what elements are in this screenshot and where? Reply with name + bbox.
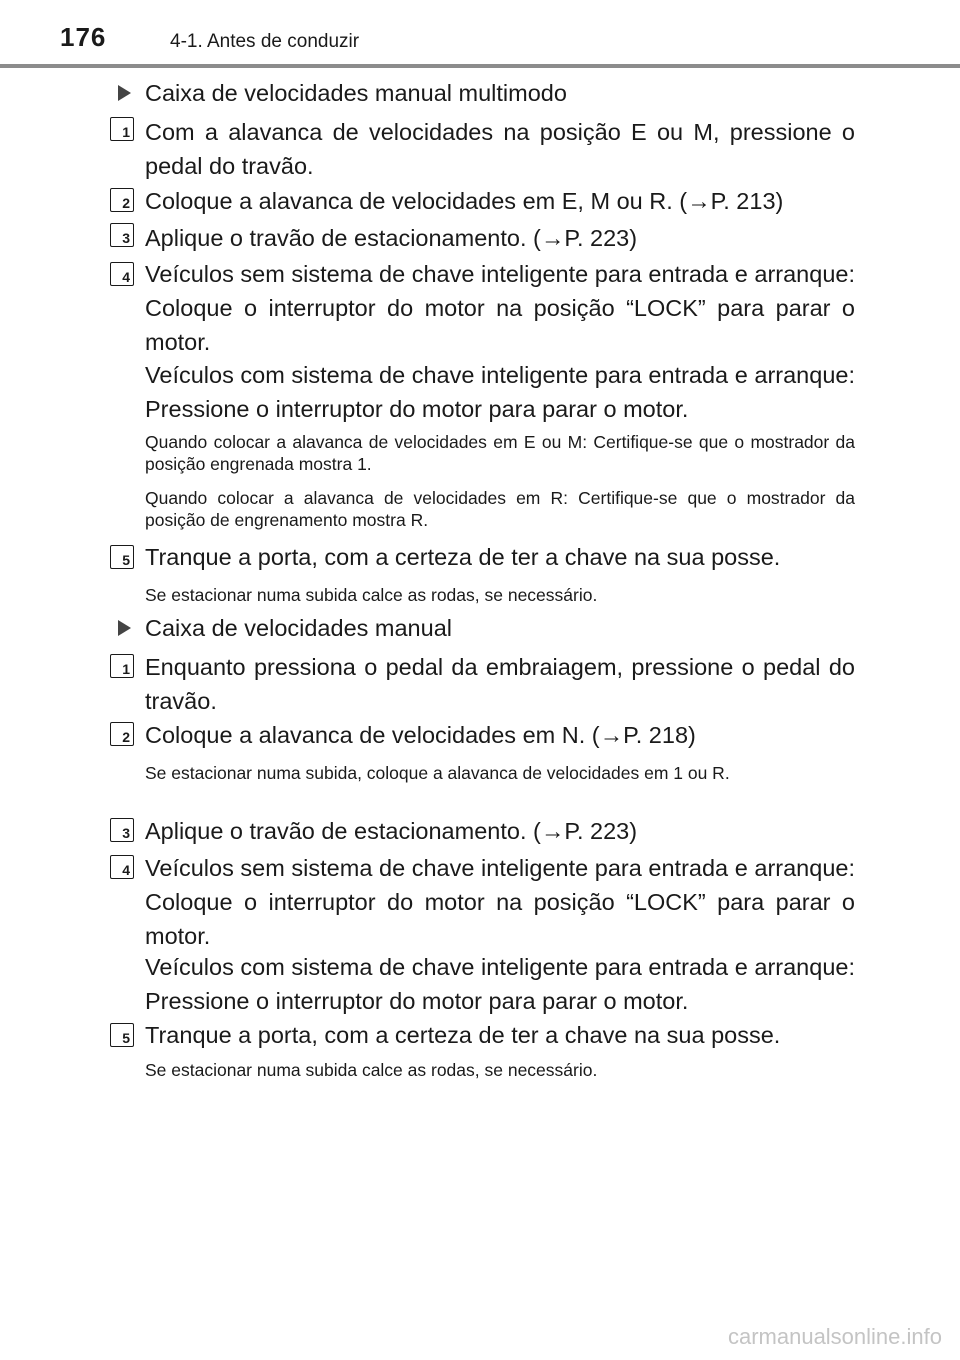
watermark: carmanualsonline.info [727, 1324, 942, 1349]
page-header [0, 0, 960, 70]
step-number-badge: 3 [110, 223, 134, 247]
step-text: Veículos sem sistema de chave inteligente para entrada e arranque: Coloque o interruptor do motor na posição “LOCK” para parar o motor. [145, 261, 855, 355]
step-number-badge: 2 [110, 722, 134, 746]
step-number-badge: 5 [110, 545, 134, 569]
step-number-badge: 1 [110, 117, 134, 141]
triangle-bullet-icon [118, 85, 131, 101]
section-title: 4-1. Antes de conduzir [170, 31, 360, 52]
step-number-badge: 4 [110, 262, 134, 286]
step-note: Quando colocar a alavanca de velocidades em R: Certifique-se que o mostrador da posição de engrenamento mostra R. [145, 488, 855, 530]
step-number-badge: 5 [110, 1023, 134, 1047]
header-rule [0, 64, 960, 68]
step-note: Se estacionar numa subida calce as rodas, se necessário. [145, 585, 598, 605]
step-text-continued: Veículos com sistema de chave inteligente para entrada e arranque: Pressione o interruptor do motor para parar o motor. [145, 362, 855, 422]
step-text-continued: Veículos com sistema de chave inteligente para entrada e arranque: Pressione o interruptor do motor para parar o motor. [145, 954, 855, 1014]
page-number: 176 [60, 22, 107, 52]
section-heading: Caixa de velocidades manual [145, 615, 452, 641]
step-text: Coloque a alavanca de velocidades em E, M ou R. (→P. 213) [145, 188, 784, 214]
step-text: Com a alavanca de velocidades na posição E ou M, pressione o pedal do travão. [145, 119, 855, 179]
step-text: Veículos sem sistema de chave inteligente para entrada e arranque: Coloque o interruptor do motor na posição “LOCK” para parar o motor. [145, 855, 855, 949]
step-note: Se estacionar numa subida calce as rodas, se necessário. [145, 1060, 598, 1080]
step-number-badge: 3 [110, 818, 134, 842]
step-number-badge: 4 [110, 855, 134, 879]
step-number-badge: 2 [110, 188, 134, 212]
step-text: Aplique o travão de estacionamento. (→P. 223) [145, 225, 638, 251]
triangle-bullet-icon [118, 620, 131, 636]
step-text: Enquanto pressiona o pedal da embraiagem, pressione o pedal do travão. [145, 654, 855, 714]
step-text: Tranque a porta, com a certeza de ter a chave na sua posse. [145, 1022, 781, 1048]
step-text: Coloque a alavanca de velocidades em N. (→P. 218) [145, 722, 696, 748]
step-note: Se estacionar numa subida, coloque a alavanca de velocidades em 1 ou R. [145, 763, 730, 783]
step-note: Quando colocar a alavanca de velocidades em E ou M: Certifique-se que o mostrador da posição engrenada mostra 1. [145, 432, 855, 474]
step-text: Aplique o travão de estacionamento. (→P. 223) [145, 818, 638, 844]
step-text: Tranque a porta, com a certeza de ter a chave na sua posse. [145, 544, 781, 570]
section-heading: Caixa de velocidades manual multimodo [145, 80, 567, 106]
step-number-badge: 1 [110, 654, 134, 678]
